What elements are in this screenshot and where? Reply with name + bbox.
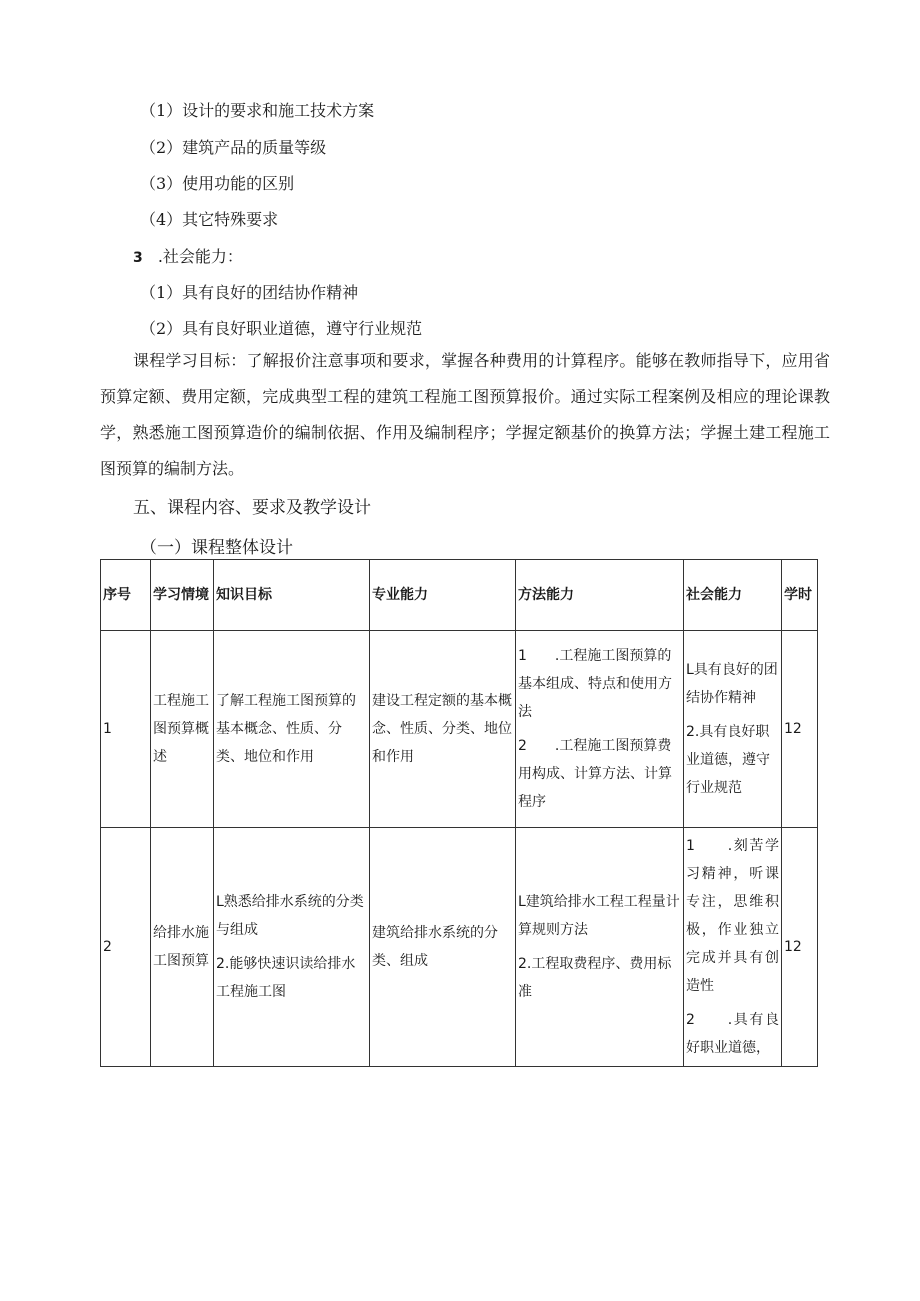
row2-social-1: 1 .刻苦学习精神，听课专注，思维积极，作业独立完成并具有创造性 [686,838,779,994]
list-item-4: （4）其它特殊要求 [140,210,279,229]
row2-hours: 12 [782,828,818,1067]
section-3-title: .社会能力： [157,247,243,266]
table-row [101,631,818,828]
header-seq: 序号 [101,560,151,631]
row1-method-1: 1 .工程施工图预算的基本组成、特点和使用方法 [518,648,672,720]
row1-seq: 1 [101,631,151,828]
row1-method [516,631,684,828]
social-item-1: （1）具有良好的团结协作精神 [140,283,359,302]
header-method: 方法能力 [516,560,684,631]
table-row [101,828,818,1067]
row2-knowledge-2: 2.能够快速识读给排水工程施工图 [216,956,356,1000]
row2-seq: 2 [101,828,151,1067]
row2-method-2: 2.工程取费程序、费用标准 [518,956,672,1000]
row1-social-1: L具有良好的团结协作精神 [686,662,778,706]
row1-knowledge: 了解工程施工图预算的基本概念、性质、分类、地位和作用 [214,631,370,828]
overall-design-heading: （一）课程整体设计 [140,538,293,558]
section-5-heading: 五、课程内容、要求及教学设计 [133,498,371,518]
row1-social [684,631,782,828]
table-header-row [101,560,818,631]
row2-method-1: L建筑给排水工程工程量计算规则方法 [518,894,680,938]
header-social: 社会能力 [684,560,782,631]
row1-social-2: 2.具有良好职业道德，遵守行业规范 [686,724,770,796]
list-item-1: （1）设计的要求和施工技术方案 [140,101,375,120]
header-hours: 学时 [782,560,818,631]
course-design-table [100,559,818,1067]
list-item-2: （2）建筑产品的质量等级 [140,138,327,157]
header-professional: 专业能力 [370,560,516,631]
row2-knowledge-1: L熟悉给排水系统的分类与组成 [216,894,364,938]
section-3-heading [133,247,243,268]
row1-method-2: 2 .工程施工图预算费用构成、计算方法、计算程序 [518,738,672,810]
course-goal-paragraph: 课程学习目标：了解报价注意事项和要求，掌握各种费用的计算程序。能够在教师指导下，应用省预算定额、费用定额，完成典型工程的建筑工程施工图预算报价。通过实际工程案例及相应的理论课教学，熟悉施工图预算造价的编制依据、作用及编制程序；学握定额基价的换算方法；学握土建工程施工图预算的编制方法。 [100,351,830,478]
section-3-number: 3 [133,250,143,266]
row2-knowledge [214,828,370,1067]
row1-situation: 工程施工图预算概述 [151,631,214,828]
row2-method [516,828,684,1067]
row1-professional: 建设工程定额的基本概念、性质、分类、地位和作用 [370,631,516,828]
header-situation: 学习情境 [151,560,214,631]
row2-situation: 给排水施工图预算 [151,828,214,1067]
header-knowledge: 知识目标 [214,560,370,631]
list-item-3: （3）使用功能的区别 [140,174,295,193]
row2-professional: 建筑给排水系统的分类、组成 [370,828,516,1067]
row2-social [684,828,782,1067]
row1-hours: 12 [782,631,818,828]
row2-social-2: 2 .具有良好职业道德， [686,1012,779,1056]
social-item-2: （2）具有良好职业道德，遵守行业规范 [140,319,423,338]
